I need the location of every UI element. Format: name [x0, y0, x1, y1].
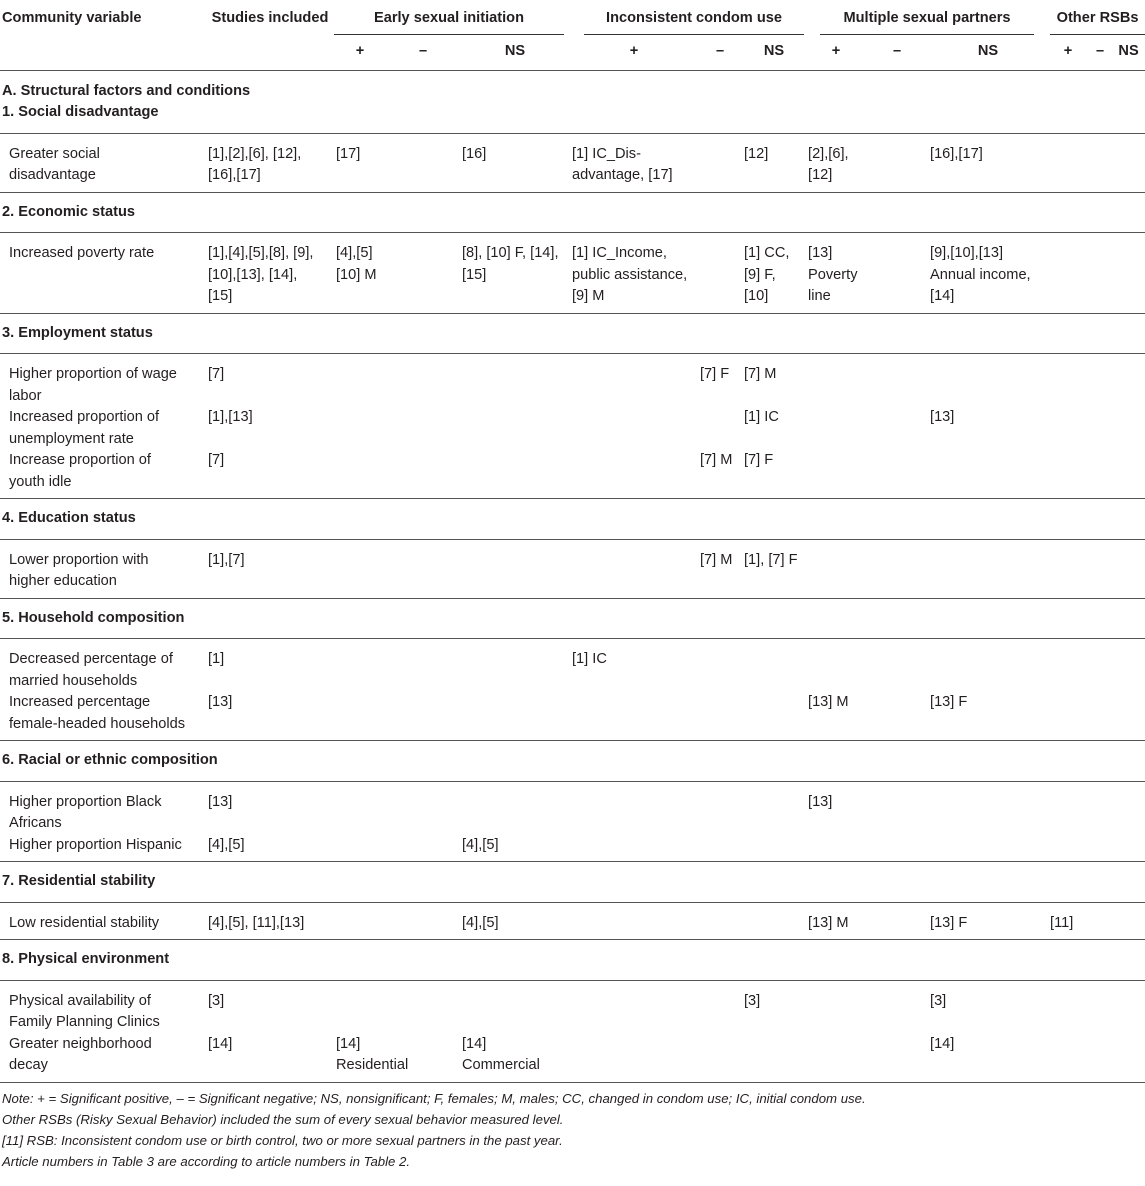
- result-cell: [13]: [808, 793, 833, 810]
- result-cell: [386, 450, 460, 499]
- community-variable-cell: Higher proportion of wage labor: [9, 366, 177, 404]
- result-cell: [866, 692, 928, 741]
- community-variable-cell: Higher proportion Hispanic: [9, 836, 182, 853]
- section-title: 5. Household composition: [0, 598, 1145, 639]
- community-variable-cell: Low residential stability: [9, 914, 160, 931]
- result-cell: [334, 354, 386, 408]
- table-row: [0, 781, 1145, 835]
- result-cell: [806, 835, 866, 862]
- table-row: [0, 354, 1145, 408]
- section-row: [0, 102, 1145, 133]
- result-cell: [1] CC, [9] F, [10]: [744, 245, 790, 304]
- result-cell: [13]: [930, 409, 955, 425]
- result-cell: [570, 902, 698, 940]
- result-cell: [1088, 781, 1112, 835]
- result-cell: [742, 639, 806, 693]
- result-cell: [570, 692, 698, 741]
- community-variable-cell: Increased proportion of unemployment rate: [9, 409, 160, 447]
- result-cell: [1048, 539, 1088, 598]
- result-cell: [1] IC_Income, public assistance, [9] M: [572, 245, 688, 304]
- studies-included-cell: [7]: [208, 366, 225, 382]
- sub-condom-pos-label: +: [629, 43, 639, 59]
- result-cell: [1088, 233, 1112, 314]
- table-row: [0, 233, 1145, 314]
- result-cell: [386, 781, 460, 835]
- sub-partners-ns-label: NS: [977, 43, 999, 59]
- table-notes: [0, 1082, 1145, 1172]
- community-variable-cell: Increased percentage female-headed households: [9, 694, 186, 732]
- studies-included-cell: [7]: [208, 452, 225, 468]
- result-cell: [4],[5]: [462, 914, 499, 931]
- section-a-row: [0, 70, 1145, 102]
- result-cell: [1088, 639, 1112, 693]
- result-cell: [1] IC: [744, 409, 779, 425]
- sub-other-neg: [1088, 36, 1112, 70]
- header-studies-label: Studies included: [211, 10, 329, 26]
- result-cell: [742, 781, 806, 835]
- result-cell: [9],[10],[13] Annual income, [14]: [930, 245, 1031, 304]
- result-cell: [1048, 450, 1088, 499]
- sub-partners-neg-label: –: [892, 43, 902, 59]
- result-cell: [1112, 692, 1145, 741]
- result-cell: [334, 835, 386, 862]
- section-title: 6. Racial or ethnic composition: [0, 741, 1145, 782]
- sub-condom-ns: [742, 36, 806, 70]
- table-row: [0, 133, 1145, 192]
- result-cell: [334, 639, 386, 693]
- result-cell: [460, 692, 570, 741]
- section-row: [0, 741, 1145, 782]
- result-cell: [2],[6],[12]: [808, 145, 849, 183]
- result-cell: [16],[17]: [930, 145, 983, 162]
- result-cell: [13] M: [808, 914, 849, 931]
- note-line: Note: + = Significant positive, – = Significant negative; NS, nonsignificant; F, females; M, males; CC, changed in condom use; IC, initial condom use.: [2, 1090, 866, 1106]
- result-cell: [7] F: [700, 366, 730, 382]
- header-group-early-label: Early sexual initiation: [334, 8, 564, 35]
- sub-condom-neg-label: –: [715, 43, 725, 59]
- result-cell: [386, 354, 460, 408]
- result-cell: [698, 233, 742, 314]
- result-cell: [17]: [336, 145, 361, 162]
- result-cell: [460, 407, 570, 450]
- result-cell: [806, 1034, 866, 1082]
- result-cell: [698, 639, 742, 693]
- sub-partners-ns: [928, 36, 1048, 70]
- header-group-partners: [806, 0, 1048, 36]
- result-cell: [1088, 1034, 1112, 1082]
- section-a-title: A. Structural factors and conditions: [2, 82, 251, 99]
- sub-other-pos-label: +: [1063, 43, 1073, 59]
- table-row: [0, 639, 1145, 693]
- result-cell: [1048, 133, 1088, 192]
- section-row: [0, 499, 1145, 540]
- result-cell: [7] F: [744, 452, 774, 468]
- sub-early-neg: [386, 36, 460, 70]
- community-variable-cell: Greater social disadvantage: [9, 145, 100, 183]
- result-cell: [3]: [744, 992, 761, 1009]
- result-cell: [1088, 835, 1112, 862]
- sub-early-ns: [460, 36, 570, 70]
- result-cell: [1112, 133, 1145, 192]
- section-row: [0, 313, 1145, 354]
- sub-partners-neg: [866, 36, 928, 70]
- result-cell: [866, 450, 928, 499]
- result-cell: [866, 539, 928, 598]
- result-cell: [866, 133, 928, 192]
- result-cell: [11]: [1050, 914, 1074, 931]
- result-cell: [1112, 639, 1145, 693]
- result-cell: [386, 407, 460, 450]
- result-cell: [928, 354, 1048, 408]
- result-cell: [866, 407, 928, 450]
- result-cell: [334, 450, 386, 499]
- studies-included-cell: [1],[7]: [208, 551, 245, 568]
- result-cell: [334, 692, 386, 741]
- header-group-other: [1048, 0, 1145, 36]
- result-cell: [1048, 407, 1088, 450]
- result-cell: [1112, 539, 1145, 598]
- community-variable-cell: Greater neighborhood decay: [9, 1035, 152, 1073]
- result-cell: [1088, 539, 1112, 598]
- result-cell: [460, 639, 570, 693]
- result-cell: [13] F: [930, 694, 968, 710]
- result-cell: [742, 1034, 806, 1082]
- result-cell: [928, 639, 1048, 693]
- result-cell: [386, 233, 460, 314]
- result-cell: [806, 980, 866, 1034]
- table-row: [0, 835, 1145, 862]
- header-group-partners-label: Multiple sexual partners: [820, 8, 1034, 35]
- result-cell: [386, 835, 460, 862]
- result-cell: [1048, 781, 1088, 835]
- result-cell: [698, 133, 742, 192]
- result-cell: [334, 980, 386, 1034]
- sub-early-ns-label: NS: [504, 43, 526, 59]
- result-cell: [4],[5]: [462, 836, 499, 853]
- note-line: [11] RSB: Inconsistent condom use or birth control, two or more sexual partners in the past year.: [2, 1132, 563, 1148]
- result-cell: [806, 407, 866, 450]
- result-cell: [7] M: [700, 551, 733, 568]
- result-cell: [1], [7] F: [744, 551, 798, 568]
- result-cell: [386, 980, 460, 1034]
- result-cell: [570, 1034, 698, 1082]
- community-variable-cell: Lower proportion with higher education: [9, 551, 149, 589]
- result-cell: [698, 1034, 742, 1082]
- result-cell: [334, 539, 386, 598]
- sub-other-pos: [1048, 36, 1088, 70]
- studies-included-cell: [1],[13]: [208, 409, 253, 425]
- community-variable-cell: Physical availability of Family Planning Clinics: [9, 992, 160, 1030]
- table-body: [0, 70, 1145, 1082]
- result-cell: [1112, 835, 1145, 862]
- table-row: [0, 902, 1145, 940]
- result-cell: [570, 450, 698, 499]
- result-cell: [1112, 233, 1145, 314]
- sub-condom-ns-label: NS: [763, 43, 785, 59]
- result-cell: [4],[5] [10] M: [336, 245, 377, 283]
- table-row: [0, 450, 1145, 499]
- result-cell: [698, 902, 742, 940]
- result-cell: [1088, 980, 1112, 1034]
- result-cell: [570, 980, 698, 1034]
- result-cell: [14] Residential: [336, 1035, 409, 1073]
- studies-included-cell: [4],[5], [11],[13]: [208, 914, 305, 931]
- table-row: [0, 980, 1145, 1034]
- result-cell: [866, 1034, 928, 1082]
- sub-partners-pos: [806, 36, 866, 70]
- result-cell: [570, 539, 698, 598]
- result-cell: [928, 781, 1048, 835]
- result-cell: [1048, 354, 1088, 408]
- result-cell: [1112, 980, 1145, 1034]
- result-cell: [386, 902, 460, 940]
- sub-other-neg-label: –: [1095, 43, 1105, 59]
- result-cell: [570, 354, 698, 408]
- result-cell: [928, 450, 1048, 499]
- result-cell: [1112, 407, 1145, 450]
- result-cell: [806, 639, 866, 693]
- result-cell: [13] M: [808, 694, 849, 710]
- section-title: 8. Physical environment: [0, 940, 1145, 981]
- header-group-condom: [570, 0, 806, 36]
- result-cell: [698, 692, 742, 741]
- table-row: [0, 407, 1145, 450]
- result-cell: [570, 781, 698, 835]
- result-cell: [334, 902, 386, 940]
- header-community-variable-label: Community variable: [2, 10, 142, 26]
- result-cell: [1088, 354, 1112, 408]
- result-cell: [1] IC: [572, 651, 607, 667]
- result-cell: [14]: [930, 1035, 955, 1052]
- result-cell: [7] M: [700, 452, 733, 468]
- sub-partners-pos-label: +: [831, 43, 841, 59]
- studies-included-cell: [13]: [208, 793, 233, 810]
- result-cell: [460, 781, 570, 835]
- result-cell: [866, 980, 928, 1034]
- result-cell: [1112, 354, 1145, 408]
- result-cell: [1048, 639, 1088, 693]
- table-row: [0, 692, 1145, 741]
- section-row: [0, 598, 1145, 639]
- result-cell: [460, 450, 570, 499]
- result-cell: [8], [10] F, [14],[15]: [462, 245, 559, 283]
- result-cell: [866, 639, 928, 693]
- header-studies-included: [206, 0, 334, 70]
- section-title: 4. Education status: [0, 499, 1145, 540]
- result-cell: [1048, 980, 1088, 1034]
- result-cell: [460, 354, 570, 408]
- note-line: Article numbers in Table 3 are according to article numbers in Table 2.: [2, 1153, 411, 1169]
- result-cell: [1112, 1034, 1145, 1082]
- result-cell: [1112, 781, 1145, 835]
- result-cell: [1088, 133, 1112, 192]
- result-cell: [16]: [462, 145, 487, 162]
- result-cell: [1088, 692, 1112, 741]
- studies-included-cell: [1],[2],[6], [12],[16],[17]: [208, 145, 302, 183]
- result-cell: [866, 233, 928, 314]
- section-title: 3. Employment status: [0, 313, 1145, 354]
- header-group-condom-label: Inconsistent condom use: [584, 8, 804, 35]
- result-cell: [698, 781, 742, 835]
- result-cell: [928, 835, 1048, 862]
- result-cell: [1088, 902, 1112, 940]
- section-row: [0, 862, 1145, 903]
- result-cell: [1048, 1034, 1088, 1082]
- section-row: [0, 940, 1145, 981]
- result-cell: [334, 407, 386, 450]
- community-variable-cell: Increased poverty rate: [9, 245, 155, 261]
- table-row: [0, 1034, 1145, 1082]
- result-cell: [742, 902, 806, 940]
- studies-included-cell: [1],[4],[5],[8], [9],[10],[13], [14],[15]: [208, 245, 314, 304]
- header-group-other-label: Other RSBs: [1050, 8, 1145, 35]
- result-cell: [698, 407, 742, 450]
- sub-other-ns-label: NS: [1118, 43, 1139, 59]
- result-cell: [570, 835, 698, 862]
- section-row: [0, 192, 1145, 233]
- result-cell: [1088, 407, 1112, 450]
- studies-included-cell: [13]: [208, 694, 233, 710]
- studies-included-cell: [3]: [208, 992, 225, 1009]
- result-cell: [1] IC_Dis-advantage, [17]: [572, 145, 673, 183]
- header-group-early: [334, 0, 570, 36]
- result-cell: [12]: [744, 145, 769, 162]
- community-variable-cell: Increase proportion of youth idle: [9, 452, 151, 490]
- result-cell: [698, 980, 742, 1034]
- result-cell: [806, 539, 866, 598]
- result-cell: [866, 835, 928, 862]
- result-cell: [570, 407, 698, 450]
- result-cell: [334, 781, 386, 835]
- result-cell: [866, 902, 928, 940]
- result-cell: [386, 692, 460, 741]
- section-title: 7. Residential stability: [0, 862, 1145, 903]
- result-cell: [460, 539, 570, 598]
- result-cell: [7] M: [744, 366, 777, 382]
- sub-other-ns: [1112, 36, 1145, 70]
- result-cell: [14] Commercial: [462, 1035, 540, 1073]
- sub-condom-neg: [698, 36, 742, 70]
- community-variable-cell: Higher proportion Black Africans: [9, 793, 162, 831]
- result-cell: [806, 354, 866, 408]
- section-title: 1. Social disadvantage: [0, 102, 1145, 133]
- result-cell: [13] Poverty line: [808, 245, 858, 304]
- header-community-variable: [0, 0, 206, 70]
- sub-early-neg-label: –: [418, 43, 428, 59]
- result-cell: [386, 539, 460, 598]
- section-title: 2. Economic status: [0, 192, 1145, 233]
- note-line: Other RSBs (Risky Sexual Behavior) included the sum of every sexual behavior measured level.: [2, 1111, 564, 1127]
- result-cell: [806, 450, 866, 499]
- result-cell: [928, 539, 1048, 598]
- result-cell: [1048, 692, 1088, 741]
- sub-early-pos-label: +: [355, 43, 365, 59]
- result-cell: [698, 835, 742, 862]
- result-cell: [1088, 450, 1112, 499]
- result-cell: [460, 980, 570, 1034]
- sub-condom-pos: [570, 36, 698, 70]
- result-cell: [742, 692, 806, 741]
- result-cell: [1112, 450, 1145, 499]
- result-cell: [866, 781, 928, 835]
- result-cell: [13] F: [930, 914, 968, 931]
- result-cell: [386, 133, 460, 192]
- result-cell: [3]: [930, 992, 947, 1009]
- studies-included-cell: [1]: [208, 651, 225, 667]
- result-cell: [1048, 835, 1088, 862]
- table-row: [0, 539, 1145, 598]
- result-cell: [742, 835, 806, 862]
- result-cell: [866, 354, 928, 408]
- studies-included-cell: [4],[5]: [208, 836, 245, 853]
- result-cell: [1048, 233, 1088, 314]
- result-cell: [1112, 902, 1145, 940]
- studies-included-cell: [14]: [208, 1035, 233, 1052]
- result-cell: [386, 639, 460, 693]
- sub-early-pos: [334, 36, 386, 70]
- community-variable-cell: Decreased percentage of married households: [9, 651, 173, 689]
